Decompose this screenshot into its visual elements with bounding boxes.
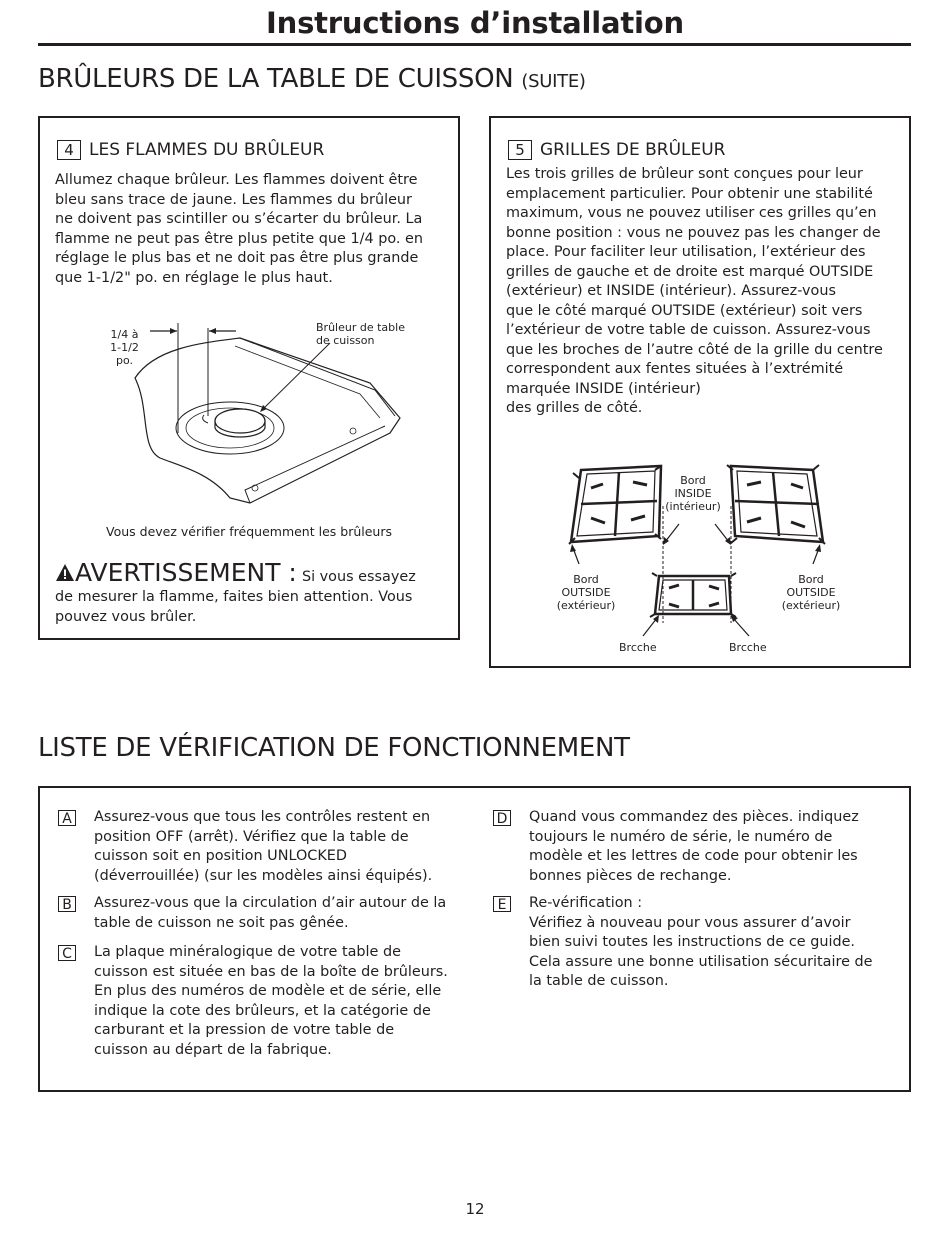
box5-heading — [508, 140, 726, 160]
box4-body — [55, 171, 455, 288]
box5-heading-text: GRILLES DE BRÛLEUR — [540, 140, 726, 160]
text-line: Allumez chaque brûleur. Les flammes doivent être — [55, 172, 418, 188]
section-title-checklist: LISTE DE VÉRIFICATION DE FONCTIONNEMENT — [38, 733, 630, 763]
box-burner-grates — [489, 116, 911, 668]
text-line: bleu sans trace de jaune. Les flammes du brûleur — [55, 191, 412, 208]
pin-label-left: Brcche — [619, 641, 657, 654]
burner-label: Brûleur de table de cuisson — [316, 321, 405, 347]
box4-heading-text: LES FLAMMES DU BRÛLEUR — [89, 140, 325, 160]
box-burner-flames — [38, 116, 460, 640]
outside-edge-label-right: Bord OUTSIDE (extérieur) — [781, 573, 841, 612]
page-header-title: Instructions d’installation — [266, 6, 684, 40]
outside-edge-label-left: Bord OUTSIDE (extérieur) — [556, 573, 616, 612]
pin-label-right: Brcche — [729, 641, 767, 654]
text-line: ne doivent pas scintiller ou s’écarter du brûleur. La — [55, 211, 423, 227]
warning-icon — [55, 563, 75, 582]
section-subtitle: (SUITE) — [521, 71, 586, 92]
box4-heading — [57, 140, 324, 160]
item-letter: C — [58, 945, 76, 961]
warning-block — [55, 558, 455, 587]
section-title-text: BRÛLEURS DE LA TABLE DE CUISSON — [38, 64, 514, 94]
item-letter: A — [58, 810, 76, 826]
inside-edge-label: Bord INSIDE (intérieur) — [665, 474, 721, 513]
header-rule — [38, 43, 911, 46]
section-title-burners — [38, 64, 586, 94]
box5-body: Les trois grilles de brûleur sont conçues pour leur emplacement particulier. Pour obtenir une stabilité maximum, vous ne pouvez utiliser ces grilles qu’en bonne position : vous ne pouvez pas les changer de place. Pour faciliter leur utilisation, l’extérieur des grilles de gauche et de droite est marqué OUTSIDE (extérieur) et INSIDE (intérieur). Assurez-vous que le côté marqué OUTSIDE (extérieur) soit vers l’extérieur de votre table de cuisson. Assurez-vous que les broches de l’autre côté de la grille du centre correspondent aux fentes situées à l’extrémité marquée INSIDE (intérieur) des grilles de côté. — [506, 166, 883, 416]
warning-title: AVERTISSEMENT : — [75, 558, 297, 587]
item-letter: D — [493, 810, 511, 826]
page-number: 12 — [465, 1200, 485, 1218]
checklist-box: A Assurez-vous que tous les contrôles restent en position OFF (arrêt). Vérifiez que la table de cuisson soit en position UNLOCKED (déverrouillée) (sur les modèles ainsi équipés). B Assurez-vous que la circulation d’air autour de la table de cuisson ne soit pas gênée. C La plaque minéralogique de votre table de cuisson est située en bas de la boîte de brûleurs. En plus des numéros de modèle et de série, elle indique la cote des brûleurs, et la catégorie de carburant et la pression de votre table de cuisson au départ de la fabrique. D Quand vous commandez des pièces. indiquez toujours le numéro de série, le numéro de modèle et les lettres de code pour obtenir les bonnes pièces de rechange. E Re-vérification : Vérifiez à nouveau pour vous assurer d’avoir bien suivi toutes les instructions de ce guide. Cela assure une bonne utilisation sécuritaire de la table de cuisson. — [38, 786, 911, 1092]
diagram-caption: Vous devez vérifier fréquemment les brûleurs — [106, 524, 392, 539]
step-number: 5 — [508, 140, 532, 160]
text-line: réglage le plus bas et ne doit pas être plus grande — [55, 250, 419, 266]
step-number: 4 — [57, 140, 81, 160]
warning-text-first: Si vous essayez — [301, 569, 416, 585]
item-letter: E — [493, 896, 511, 912]
text-line: flamme ne peut pas être plus petite que 1/4 po. en — [55, 230, 424, 247]
text-line: que 1-1/2" po. en réglage le plus haut. — [55, 269, 333, 286]
warning-text: de mesurer la flamme, faites bien attention. Vous pouvez vous brûler. — [55, 589, 413, 625]
measure-label: 1/4 à 1-1/2 po. — [110, 328, 139, 367]
item-letter: B — [58, 896, 76, 912]
